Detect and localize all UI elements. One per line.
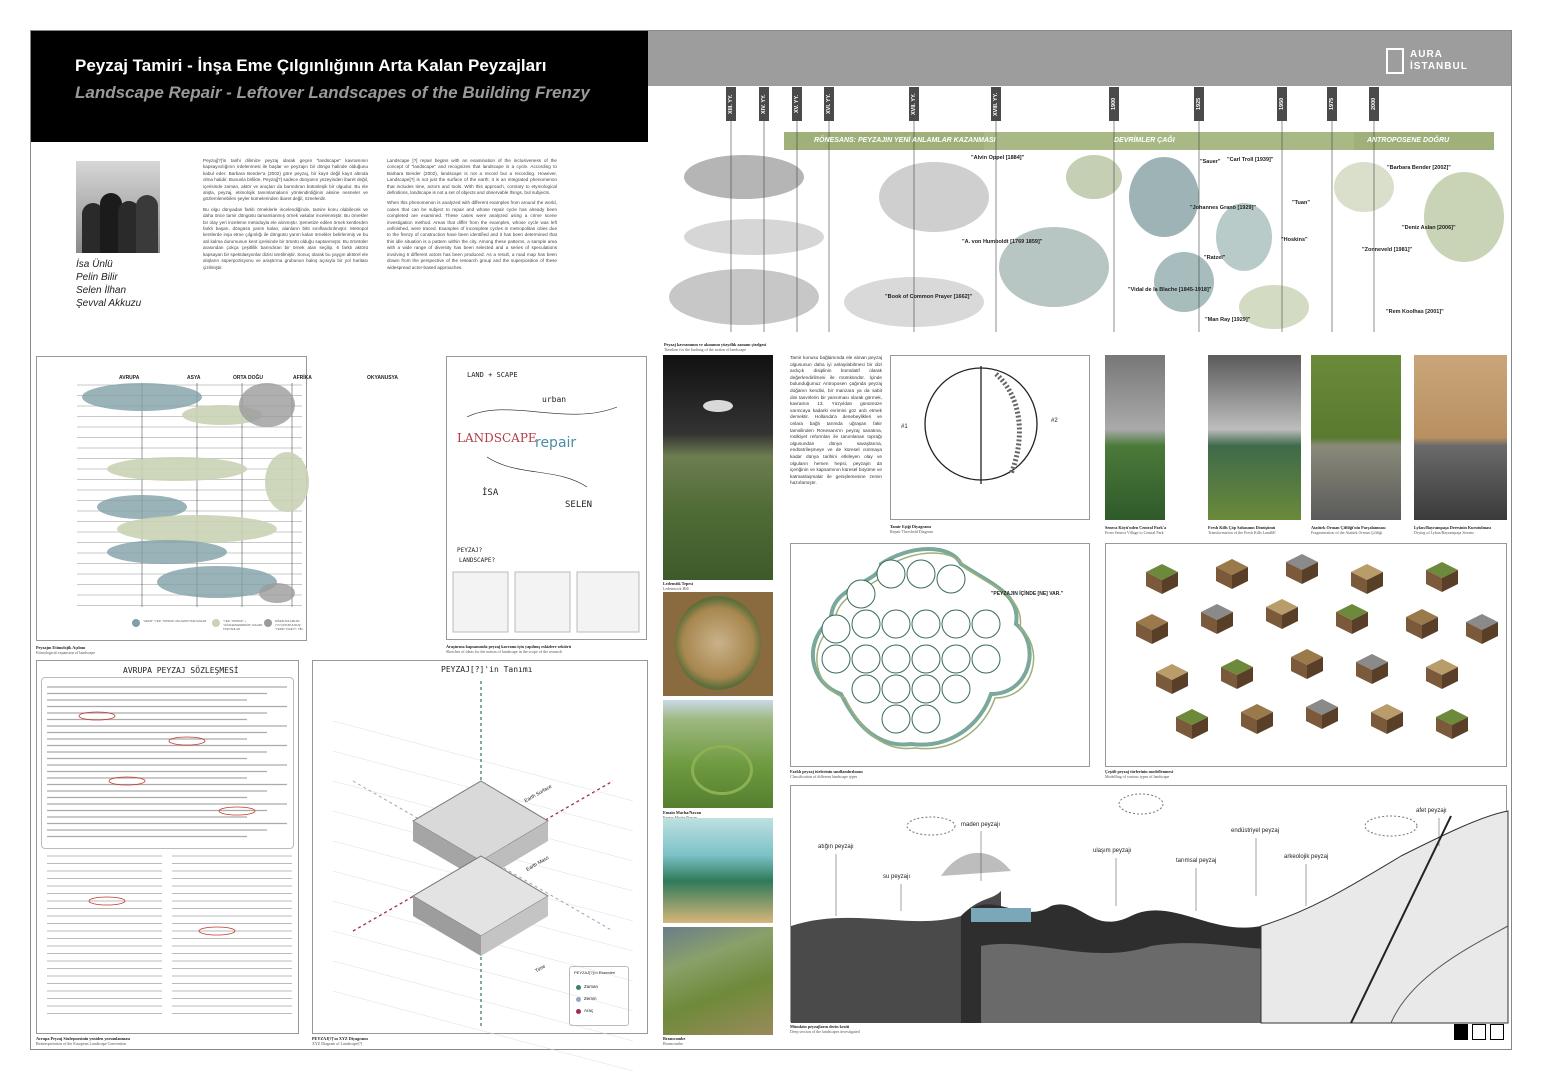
century-marker: XIII. YY. <box>726 87 736 121</box>
logo-line1: AURA <box>1410 49 1443 60</box>
legend-label: Zemin <box>584 996 597 1001</box>
repair-text: Tamir konusu bağlamında ele alınan peyzaj olgusunun daha iyi anlaşılabilmesi bir dizi ardıçık disiplinin kümülatif olarak değerlendirilmesi ile mümkündür. İçinde bulunduğumuz Antroposen çağında peyzaj doğanın kendisi, bir manzara ya da sabit dini tasvirlerin bir yansıması olarak görmek, kavramın 13. Yüzyıldan günümüze varıncaya kadarki evrimini göz ardı etmek demektir. Hollanda'a denebeylikleri ve onlara bağlı tarımda uğraşan fakir tamsilinden Rönesans'ın peyzaj sanatına, mülkiyet reformları ile tanımlanan toprağı olgusundan dünya savaşlarına, endüstrileşmeye ve de küresel ısınmaya kadar dünya tarihini etkileyen olay ve olguların hemen hepsi, peyzajın da içeriğinin ve kapsamının küresel büyüme ve katmanlaşmalar ile genişlemesine zemin hazırlamıştır. <box>790 355 882 486</box>
classification-cell <box>822 615 850 643</box>
timeline-person: "Rem Koolhas [2001]" <box>1386 309 1444 315</box>
era-label: DEVRİMLER ÇAĞI <box>1114 137 1175 144</box>
timeline-panel <box>664 87 1508 342</box>
classification-cell <box>972 645 1000 673</box>
caption-sub: Ledenstock Hill <box>663 586 689 591</box>
region-label: OKYANUSYA <box>367 375 399 381</box>
deep-section-panel <box>790 785 1507 1022</box>
timeline-person: "A. von Humboldt [1769 1859]" <box>962 239 1043 245</box>
timeline-person: "Tuan" <box>1292 200 1310 206</box>
branscombe-caption <box>663 1036 685 1046</box>
xyz-caption <box>312 1036 368 1046</box>
classification-cell <box>942 645 970 673</box>
logo-line2: İSTANBUL <box>1410 61 1468 72</box>
caption-title: Peyzajın Etimolojik Açılımı <box>36 645 86 650</box>
section-label: arkeolojik peyzaj <box>1284 854 1329 860</box>
year-marker: 2000 <box>1369 87 1379 121</box>
svg-text:repair: repair <box>535 435 577 451</box>
author-name: Pelin Bilir <box>76 272 118 283</box>
legend-swatch <box>264 619 272 627</box>
svg-text:LAND + SCAPE: LAND + SCAPE <box>467 371 518 379</box>
svg-text:İSA: İSA <box>482 488 499 498</box>
legend-dot <box>576 985 581 990</box>
page-box-active <box>1454 1024 1468 1040</box>
caption-title: Emain Macha/Navan <box>663 810 702 815</box>
legend-label: Araç <box>584 1008 594 1013</box>
timeline-bubble <box>1129 157 1199 237</box>
mound-ring <box>691 745 753 795</box>
intro-text-en <box>387 158 557 318</box>
intro-paragraph: Peyzaj[?]'in tarihi dilimize peyzaj olarak geçen "landscape" kavramının kapsayıcılığının irdelenmesi ile başlar ve peyzajın bir döngü halinde olduğunu kabul eder. Barbara Bender'a (2002) göre peyzaj, bir kayıt değil kayıt altında olma halidir. Bununla birlikte, Peyzaj[?] sadece dünyanın yüzeyinden ibaret değil, içerisinde zaman, aktör ve araçları da barındıran bütünleşik bir olgudur. Bu ele alışla, peyzaj, etimolojik tanımlamaların yönlendirdiğinin aksine nesneler ve gözlemlenebilen şeyler kümelerinden ibaret değil, öznelerdir. <box>203 158 368 202</box>
logo-mark-icon <box>1386 48 1404 74</box>
emain-macha-photo <box>663 700 773 808</box>
ring-fort <box>675 596 761 690</box>
intro-paragraph: Bu olgu dünyadan farklı örneklerle incelendiğinde, tamire konu olabilecek ve daha önce tamir döngüsü tamamlanmış örnek vakalar incelenmiştir. Bu örnekler bir olay yeri inceleme metoduyla ele alınmıştır. Şemetize edilen örnek kentlerden farklı başarı, döngüsü yarım kalan, alanların bitti sınıflandırılmıştır. Metropol kentlerde inşa etme çılgınlığı ile döngüsü yarım kalan örnekler belirlenmiş ve bu atıl kalma durumunun kent içerisinde bir örüntü olduğu saptanmıştır. Bu örüntüler arasından çokça çeşitlilik barındıran bir örnek alan seçilip, 6 farklı aktörü kapsayan bir spekülasyonlar dizisi üretilmiştir. Sonuç olarak bu yaygın aktörel ele alışların süperpozisyonu ve araştırma grubunun bakış açısıyla bir yol haritası çizilmiştir. <box>203 206 368 270</box>
caption-title: Farklı peyzaj türlerinin sınıflandırılması <box>790 769 863 774</box>
sketch-drawing <box>447 357 648 641</box>
svg-text:#2: #2 <box>1051 418 1058 424</box>
convention-panel <box>36 660 299 1034</box>
section-label: ulaşım peyzajı <box>1093 848 1132 854</box>
timeline-person: "Barbara Bender [2002]" <box>1387 165 1451 171</box>
timeline-bubble <box>1334 162 1394 212</box>
etymology-diagram <box>37 357 308 642</box>
classification-cell <box>912 610 940 638</box>
classification-cell <box>822 645 850 673</box>
section-label: su peyzajı <box>883 874 911 880</box>
header-grey-bar <box>648 31 1511 86</box>
team-photo <box>76 161 160 253</box>
caption-title: Seneca Köyü'nden Central Park'a <box>1105 525 1167 530</box>
svg-text:urban: urban <box>542 395 567 404</box>
poster-title-en: Landscape Repair - Leftover Landscapes of the Building Frenzy <box>75 83 590 102</box>
aerial-ring-photo <box>663 592 773 696</box>
timeline-bubble <box>684 155 804 199</box>
moon-glow <box>703 400 733 412</box>
caption-sub: Timeline for the backing of the notion of landscape <box>664 347 747 352</box>
deep-section-drawing <box>791 786 1508 1023</box>
year-marker: 1925 <box>1194 87 1204 121</box>
caption-sub: Etimological expansion of landscape <box>36 650 95 655</box>
legend-title: PEYZAJ[?]'ın Eksenleri <box>574 970 616 975</box>
author-name: İsa Ünlü <box>76 259 113 270</box>
author-list <box>76 258 141 310</box>
caption-sub: From Seneca Village to Central Park <box>1105 530 1164 535</box>
svg-text:LANDSCAPE: LANDSCAPE <box>457 431 537 445</box>
caption-title: Atatürk Orman Çiftliği'nin Parçalanması <box>1311 525 1386 530</box>
legend-swatch <box>132 619 140 627</box>
caption-title: Çeşitli peyzaj türlerinin modellenmesi <box>1105 769 1174 774</box>
classification-cell <box>882 645 910 673</box>
ataturk-farm-photo <box>1311 355 1401 520</box>
section-label: atığın peyzajı <box>818 844 854 850</box>
year-marker: 1950 <box>1277 87 1287 121</box>
classification-cell <box>937 565 965 593</box>
branscombe-photo <box>663 927 773 1035</box>
region-label: AVRUPA <box>119 375 140 381</box>
legend-label: DİĞER ANLAMLAR ("UYUŞTURULMUŞ", "YERİN YÜZEYİ", VB.) <box>275 619 304 631</box>
modelling-panel <box>1105 543 1507 767</box>
classification-cell <box>882 675 910 703</box>
caption-title: Mümkün peyzajların derin kesiti <box>790 1024 850 1029</box>
caption-sub: Classification of different landscape types <box>790 774 858 779</box>
legend-dot <box>576 1009 581 1014</box>
poster-title-tr: Peyzaj Tamiri - İnşa Eme Çılgınlığının Arta Kalan Peyzajları <box>75 56 547 75</box>
caption-sub: Sketches of ideas for the notion of landscape in the scope of the research <box>446 649 563 654</box>
landscape-model-blocks <box>1106 544 1508 768</box>
caption-title: Fresh Kills Çöp Sahasının Dönüşümü <box>1208 525 1276 530</box>
caption-title: PEYZAJ[?]'ın XYZ Diyagramı <box>312 1036 368 1041</box>
sketches-panel <box>446 356 647 640</box>
timeline-person: "Man Ray [1929]" <box>1205 317 1251 323</box>
xyz-legend <box>569 966 629 1026</box>
page-box <box>1472 1024 1486 1040</box>
timeline-bubble <box>684 219 824 255</box>
classification-cell <box>852 645 880 673</box>
fresh-kills-photo <box>1208 355 1301 520</box>
century-marker: XIV. YY. <box>759 87 769 121</box>
timeline-person: "Ratzel" <box>1204 255 1226 261</box>
timeline-person: "Hoskins" <box>1281 237 1308 243</box>
convention-text-lines <box>37 661 300 1035</box>
repair-diagram-panel <box>890 355 1090 520</box>
caption-title: Araştırma kapsamında peyzaj kavramı için yapılmış eskizlere sektörü <box>446 644 572 649</box>
timeline-person: "Carl Troll [1939]" <box>1227 157 1274 163</box>
xyz-heading: PEYZAJ[?]'in Tanımı <box>441 665 533 674</box>
classification-cell <box>852 675 880 703</box>
caption-sub: Drying of Lykus/Bayrampaşa Stream <box>1414 530 1474 535</box>
axis-label: Earth Mass <box>525 855 551 873</box>
caption-sub: Repair Threshold Diagram <box>890 529 933 534</box>
classification-cell <box>942 675 970 703</box>
caption-title: Avrupa Peyzaj Sözleşmesinin yeniden yorumlanması <box>36 1036 131 1041</box>
etymology-caption <box>36 645 95 655</box>
caption-sub: Fragmentation of the Atatürk Orman Çiftliği <box>1311 530 1383 535</box>
modelling-caption <box>1105 769 1173 779</box>
caption-title: Tamir Eşiği Diyagramı <box>890 524 931 529</box>
sketches-caption <box>446 644 571 654</box>
ledenstone-photo <box>663 355 773 580</box>
century-marker: XVI. YY. <box>824 87 834 121</box>
landscape-classification-diagram <box>791 544 1091 768</box>
timeline-bubble <box>1424 172 1504 262</box>
section-caption <box>790 1024 860 1034</box>
classification-cell <box>912 645 940 673</box>
timeline-person: "Deniz Aslan [2006]" <box>1402 225 1456 231</box>
classification-cell <box>882 705 910 733</box>
caption-title: Peyzaj kavramının ve akımının yüzyıllık zamanı çizelgesi <box>664 342 767 347</box>
legend-label: Zaman <box>584 984 599 989</box>
timeline-person: "Sauer" <box>1200 159 1221 165</box>
repair-caption <box>890 524 933 534</box>
author-name: Selen İlhan <box>76 285 127 296</box>
caption-sub: Modelling of various types of landscape <box>1105 774 1170 779</box>
timeline-person: "Johannes Granö [1929]" <box>1190 205 1257 211</box>
classification-cell <box>912 675 940 703</box>
era-label: RÖNESANS: PEYZAJIN YENİ ANLAMLAR KAZANMASI <box>814 137 996 144</box>
intro-paragraph: Landscape [?] repair begins with an examination of the inclusiveness of the concept of "landscape" and recognizes that landscape is a cycle. According to Barbara Bender (2002), landscape is not a record but a recording. However, Landscape[?] is not just the surface of the earth; it is an integrated phenomenon that includes time, actors and tools. With this approach, contrary to etymological definitions, landscape is not a set of objects and observable things, but subjects. <box>387 158 557 196</box>
etymology-panel <box>36 356 399 641</box>
caption-title: Lykus/Bayrampaşa Deresinin Kurutulması <box>1414 525 1491 530</box>
region-label: AFRİKA <box>293 375 312 381</box>
convention-heading: AVRUPA PEYZAJ SÖZLEŞMESİ <box>123 666 239 675</box>
timeline-bubble <box>669 269 819 325</box>
caption-sub: XYZ Diagram of Landscape[?] <box>312 1041 363 1046</box>
seneca-caption <box>1105 525 1200 535</box>
classification-panel <box>790 543 1090 767</box>
lykus-photo <box>1414 355 1507 520</box>
convention-caption <box>36 1036 130 1046</box>
year-marker: 1975 <box>1327 87 1337 121</box>
classification-cell <box>907 560 935 588</box>
caption-sub: Reinterpretation of the European Landscape Convention <box>36 1041 127 1046</box>
legend-swatch <box>212 619 220 627</box>
century-marker: XVIII. YY. <box>991 87 1001 121</box>
region-label: ORTA DOĞU <box>233 375 263 381</box>
classification-cell <box>912 705 940 733</box>
classification-cell <box>882 610 910 638</box>
author-name: Şevval Akkuzu <box>76 298 142 309</box>
classification-cell <box>847 580 875 608</box>
year-marker: 1900 <box>1109 87 1119 121</box>
classification-cell <box>877 560 905 588</box>
century-marker: XVII. YY. <box>909 87 919 121</box>
legend-label: "ARAZİ","YER, TOPRAK" ANLAMINI TAŞIYANLAR <box>143 619 207 623</box>
timeline-graphic <box>664 87 1508 342</box>
classification-note: "PEYZAJIN İÇİNDE [NE] VAR." <box>991 591 1064 597</box>
caption-title: Ledenstik Tepesi <box>663 581 693 586</box>
svg-text:PEYZAJ?: PEYZAJ? <box>457 547 483 554</box>
classification-cell <box>942 610 970 638</box>
caption-sub: Branscombe <box>663 1041 683 1046</box>
ataturk-caption <box>1311 525 1406 535</box>
poster-illustration <box>663 818 773 923</box>
repair-threshold-diagram <box>891 356 1091 521</box>
caption-title: Branscombe <box>663 1036 686 1041</box>
century-marker: XV. YY. <box>792 87 802 121</box>
axis-label: Earth Surface <box>523 783 554 805</box>
section-label: endüstriyel peyzaj <box>1231 828 1280 834</box>
classification-cell <box>972 610 1000 638</box>
aura-istanbul-logo <box>1386 48 1496 74</box>
seneca-photo <box>1105 355 1165 520</box>
region-label: ASYA <box>187 375 201 381</box>
fresh-caption <box>1208 525 1303 535</box>
section-label: maden peyzajı <box>961 822 1001 828</box>
page-indicator <box>1454 1024 1508 1042</box>
intro-text-tr <box>203 158 368 318</box>
timeline-bubble <box>879 162 989 232</box>
classification-cell <box>852 610 880 638</box>
section-label: tarımsal peyzaj <box>1176 858 1217 864</box>
svg-text:LANDSCAPE?: LANDSCAPE? <box>459 557 496 564</box>
timeline-person: "Vidal de la Blache [1845-1918]" <box>1128 287 1212 293</box>
axis-label: Time <box>534 963 547 975</box>
page-box <box>1490 1024 1504 1040</box>
legend-label: "YER, TOPRAK" + "GÖZLEMLENEBİLİR" ANLAMI TAŞIYANLAR <box>223 619 263 631</box>
timeline-person: "Alvin Oppel [1884]" <box>971 155 1025 161</box>
person-silhouette <box>136 195 158 253</box>
annotation-mark <box>169 737 205 745</box>
legend-dot <box>576 997 581 1002</box>
timeline-bubble <box>1066 155 1122 199</box>
era-label: ANTROPOSENE DOĞRU <box>1367 137 1450 144</box>
svg-text:SELEN: SELEN <box>565 500 593 510</box>
svg-text:#1: #1 <box>901 424 908 430</box>
timeline-bubble <box>1154 252 1214 312</box>
caption-sub: Deep section of the landscapes investigated <box>790 1029 860 1034</box>
classify-caption <box>790 769 863 779</box>
timeline-person: "Zonneveld [1981]" <box>1362 247 1413 253</box>
intro-paragraph: When this phenomenon is analyzed with different examples from around the world, cases that can be subject to repair and whose repair cycle has already been completed are examined. These cases were analyzed using a crime scene investigation method. Areas that differ from the examples, whose cycle was left unfinished, were traced. Examples of incomplete cycles in metropolitan cities due to the frenzy of construction have been identified and it has been determined that this idle situation is a pattern within the city. Among these patterns, a sample area with a wide range of diversity has been selected and a series of speculations involving 6 different actors has been produced. As a result, a road map has been drawn from the perspective of the research group and the superposition of these widespread actor-based approaches. <box>387 200 557 270</box>
timeline-person: "Book of Common Prayer [1662]" <box>885 294 973 300</box>
ledenstone-caption <box>663 581 693 591</box>
caption-sub: Transformation of the Fresh Kills Landfill <box>1208 530 1276 535</box>
section-label: afet peyzajı <box>1416 808 1447 814</box>
lykus-caption <box>1414 525 1509 535</box>
xyz-panel <box>312 660 648 1034</box>
timeline-caption <box>664 342 766 352</box>
